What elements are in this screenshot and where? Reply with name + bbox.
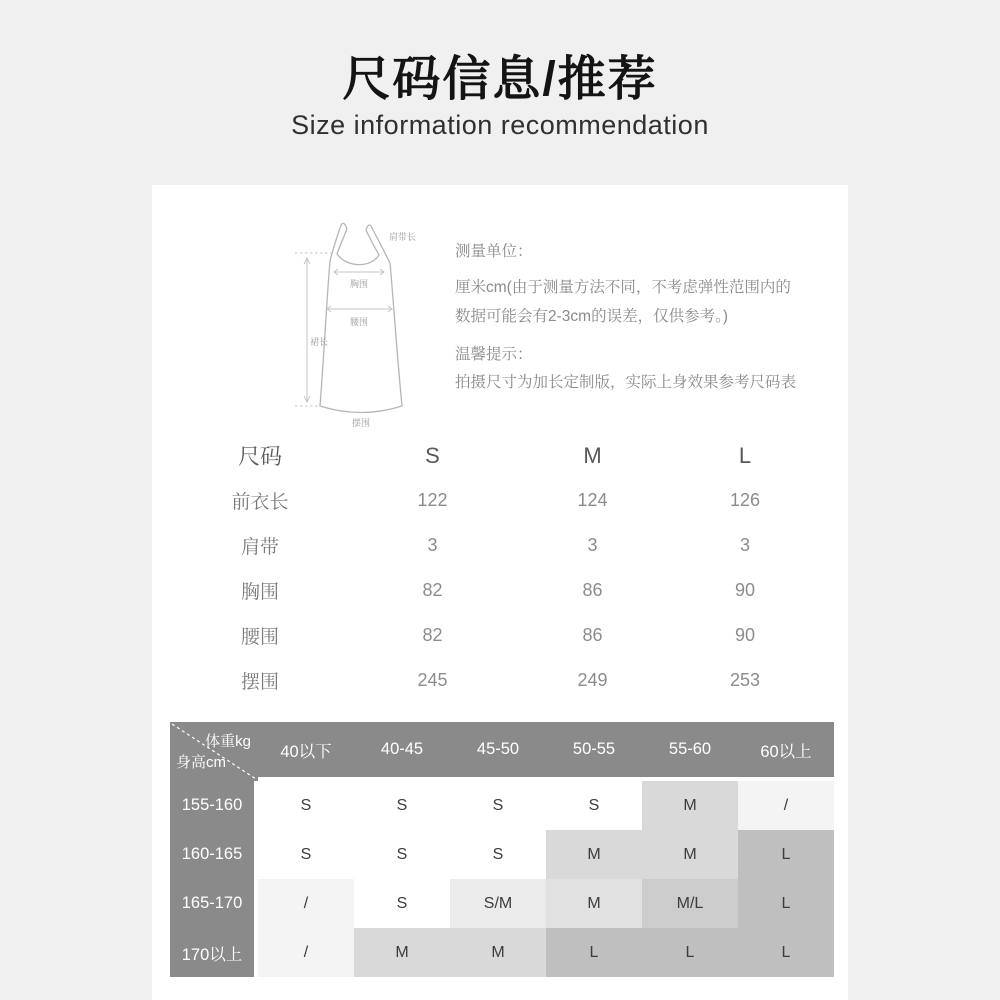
waist-l: 90	[734, 625, 756, 645]
matrix-cell: S	[450, 830, 546, 879]
height-row-header: 155-160	[170, 781, 254, 830]
tip-title: 温馨提示：	[455, 346, 533, 363]
content-panel	[152, 185, 848, 1000]
measure-unit-line1: 厘米cm(由于测量方法不同，不考虑弹性范围内的	[455, 279, 791, 296]
row-label-bust: 胸围	[240, 582, 279, 603]
measure-unit-title: 测量单位：	[455, 243, 533, 260]
strap-l: 3	[739, 535, 750, 555]
hem-l: 253	[729, 670, 761, 690]
height-row-header: 170以上	[170, 928, 254, 977]
waist-s: 82	[422, 625, 443, 645]
matrix-cell: L	[642, 928, 738, 977]
height-axis-label: 身高cm	[176, 754, 226, 771]
weight-axis-label: 体重kg	[205, 733, 251, 750]
weight-col-header: 45-50	[450, 722, 546, 777]
matrix-cell: L	[738, 879, 834, 928]
strap-length-label: 肩带长	[389, 232, 417, 242]
matrix-corner-cell	[170, 722, 258, 781]
matrix-cell: /	[258, 928, 354, 977]
matrix-cell: S	[354, 830, 450, 879]
weight-col-header: 60以上	[738, 722, 834, 777]
skirt-length-label: 裙长	[310, 337, 329, 347]
page-title: 尺码信息/推荐	[342, 53, 658, 106]
measurement-lines	[295, 253, 392, 406]
matrix-cell: L	[546, 928, 642, 977]
weight-col-header: 40以下	[258, 722, 354, 777]
weight-col-header: 40-45	[354, 722, 450, 777]
page-subtitle: Size information recommendation	[291, 110, 709, 140]
hem-m: 249	[577, 670, 608, 690]
matrix-cell: M	[642, 781, 738, 830]
size-header-s: S	[425, 442, 440, 468]
bust-label: 胸围	[349, 279, 369, 289]
matrix-cell: S	[258, 781, 354, 830]
size-header-m: M	[583, 442, 602, 468]
waist-label: 腰围	[349, 317, 369, 327]
matrix-cell: S	[258, 830, 354, 879]
height-row-header: 165-170	[170, 879, 254, 928]
row-label-strap: 肩带	[240, 537, 279, 558]
matrix-cell: S/M	[450, 879, 546, 928]
measure-unit-line2: 数据可能会有2-3cm的误差，仅供参考。)	[455, 308, 728, 325]
matrix-cell: S	[546, 781, 642, 830]
matrix-cell: M	[450, 928, 546, 977]
strap-m: 3	[587, 535, 598, 555]
bust-m: 86	[582, 580, 603, 600]
row-label-hem: 摆围	[240, 672, 279, 693]
front-length-s: 122	[417, 490, 448, 510]
matrix-cell: L	[738, 830, 834, 879]
matrix-cell: S	[354, 781, 450, 830]
size-header-label: 尺码	[237, 444, 282, 469]
recommendation-matrix	[170, 722, 834, 977]
row-label-front-length: 前衣长	[231, 492, 289, 513]
waist-m: 86	[582, 625, 603, 645]
height-row-header: 160-165	[170, 830, 254, 879]
size-header-l: L	[738, 442, 752, 468]
weight-col-header: 55-60	[642, 722, 738, 777]
bust-s: 82	[422, 580, 443, 600]
matrix-cell: M	[546, 830, 642, 879]
hem-s: 245	[417, 670, 448, 690]
bust-l: 90	[734, 580, 756, 600]
front-length-m: 124	[577, 490, 608, 510]
matrix-cell: /	[738, 781, 834, 830]
size-spec-table	[170, 433, 820, 703]
front-length-l: 126	[729, 490, 761, 510]
strap-s: 3	[427, 535, 438, 555]
tip-line1: 拍摄尺寸为加长定制版，实际上身效果参考尺码表	[455, 374, 797, 391]
matrix-cell: M	[642, 830, 738, 879]
weight-col-header: 50-55	[546, 722, 642, 777]
matrix-cell: S	[354, 879, 450, 928]
matrix-cell: M	[546, 879, 642, 928]
row-label-waist: 腰围	[240, 627, 279, 648]
matrix-cell: L	[738, 928, 834, 977]
matrix-cell: /	[258, 879, 354, 928]
matrix-cell: S	[450, 781, 546, 830]
hem-label: 摆围	[351, 418, 371, 428]
matrix-cell: M	[354, 928, 450, 977]
dress-measurement-diagram	[277, 205, 457, 440]
matrix-cell: M/L	[642, 879, 738, 928]
